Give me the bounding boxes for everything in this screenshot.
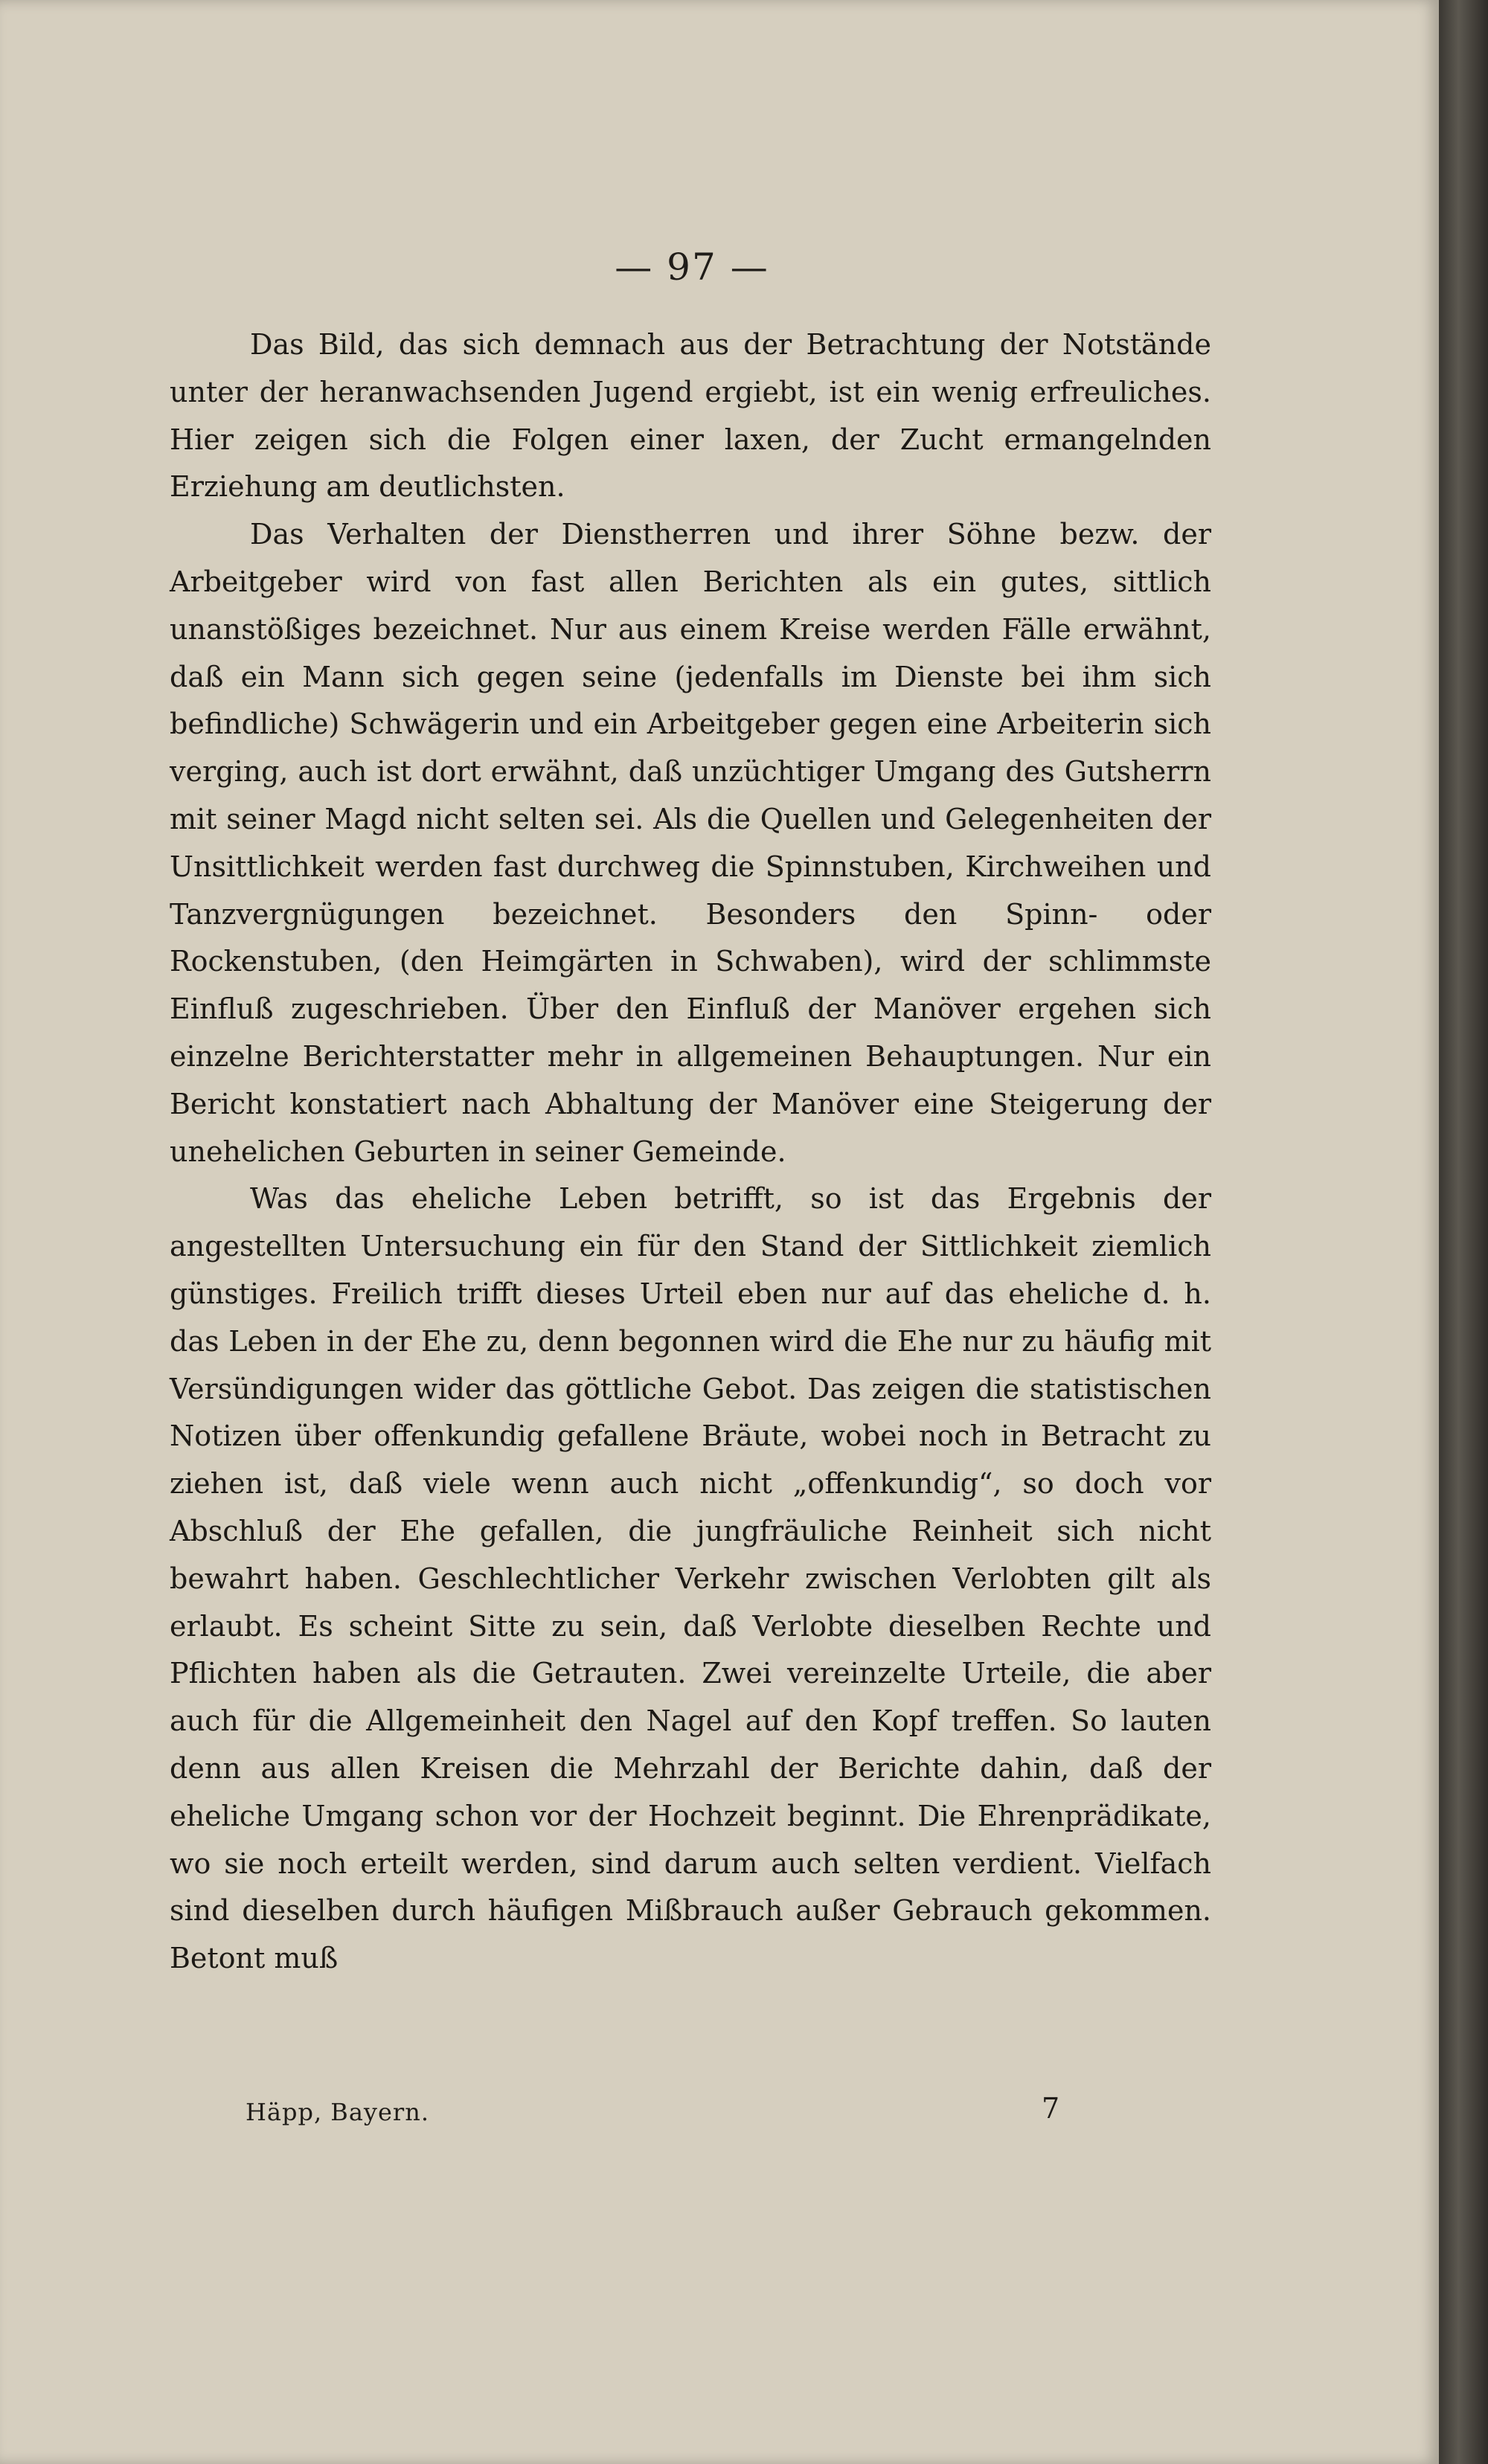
- paragraph: Das Verhalten der Dienstherren und ihrer Söhne bezw. der Arbeitgeber wird von fast allen Berichten als ein gutes, sittlich unanstößiges bezeichnet. Nur aus einem Kreise werden Fälle erwähnt, daß ein Mann sich gegen seine (jedenfalls im Dienste bei ihm sich befindliche) Schwägerin und ein Arbeitgeber gegen eine Arbeiterin sich verging, auch ist dort erwähnt, daß unzüchtiger Umgang des Gutsherrn mit seiner Magd nicht selten sei. Als die Quellen und Gelegenheiten der Unsittlichkeit werden fast durchweg die Spinnstuben, Kirchweihen und Tanzvergnügungen bezeichnet. Besonders den Spinn- oder Rockenstuben, (den Heimgärten in Schwaben), wird der schlimmste Einfluß zugeschrieben. Über den Einfluß der Manöver ergehen sich einzelne Berichterstatter mehr in allgemeinen Behauptungen. Nur ein Bericht konstatiert nach Abhaltung der Manöver eine Steigerung der unehelichen Geburten in seiner Gemeinde.: [170, 518, 1211, 1168]
- footer-signature: Häpp, Bayern.: [246, 2098, 429, 2126]
- sheet-number: 7: [1042, 2092, 1060, 2125]
- book-spine-edge: [1439, 0, 1488, 2464]
- paragraph: Was das eheliche Leben betrifft, so ist das Ergebnis der angestellten Untersuchung ein für den Stand der Sittlichkeit ziemlich günstiges. Freilich trifft dieses Urteil eben nur auf das eheliche d. h. das Leben in der Ehe zu, denn begonnen wird die Ehe nur zu häufig mit Versündigungen wider das göttliche Gebot. Das zeigen die statistischen Notizen über offenkundig gefallene Bräute, wobei noch in Betracht zu ziehen ist, daß viele wenn auch nicht „offenkundig“, so doch vor Abschluß der Ehe gefallen, die jungfräuliche Reinheit sich nicht bewahrt haben. Geschlechtlicher Verkehr zwischen Verlobten gilt als erlaubt. Es scheint Sitte zu sein, daß Verlobte dieselben Rechte und Pflichten haben als die Getrauten. Zwei vereinzelte Urteile, die aber auch für die Allgemeinheit den Nagel auf den Kopf treffen. So lauten denn aus allen Kreisen die Mehrzahl der Berichte dahin, daß der eheliche Umgang schon vor der Hochzeit beginnt. Die Ehrenprädikate, wo sie noch erteilt werden, sind darum auch selten verdient. Vielfach sind dieselben durch häufigen Mißbrauch außer Gebrauch gekommen. Betont muß: [170, 1182, 1211, 1975]
- paragraph: Das Bild, das sich demnach aus der Betrachtung der Notstände unter der heranwachsenden Jugend ergiebt, ist ein wenig erfreuliches. Hier zeigen sich die Folgen einer laxen, der Zucht ermangelnden Erziehung am deutlichsten.: [170, 328, 1211, 504]
- body-text: [170, 321, 1211, 1983]
- page-number: — 97 —: [615, 246, 769, 289]
